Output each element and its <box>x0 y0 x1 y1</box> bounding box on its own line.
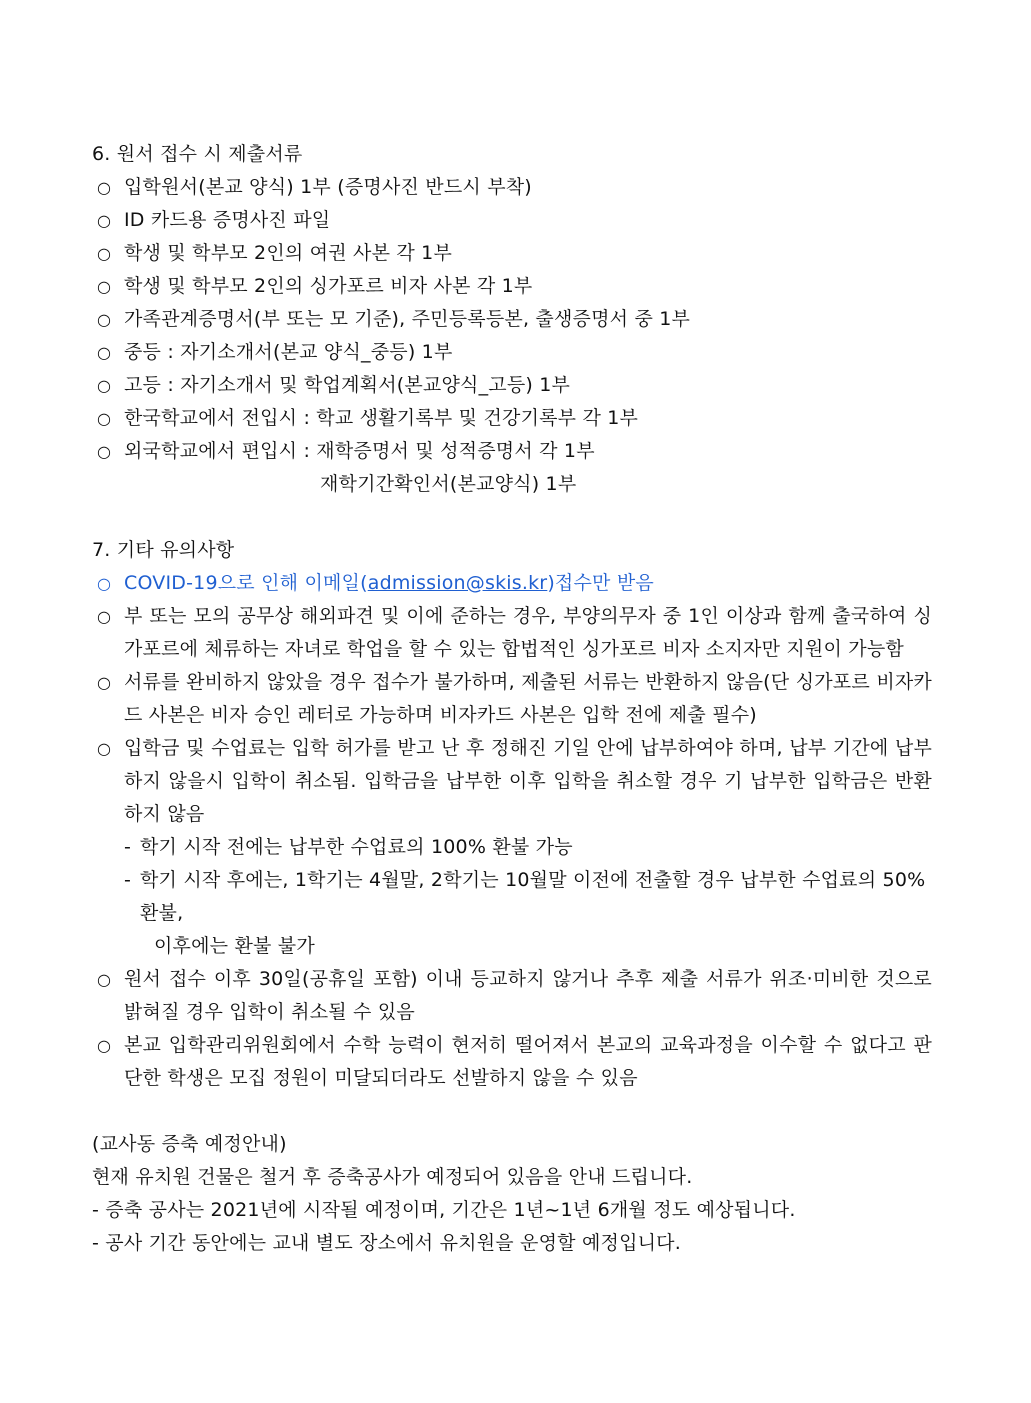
list-item-text: 중등 : 자기소개서(본교 양식_중등) 1부 <box>124 341 453 363</box>
bullet-circle-icon: ○ <box>97 1036 112 1055</box>
bullet-circle-icon: ○ <box>97 310 112 329</box>
notice-title: (교사동 증축 예정안내) <box>92 1133 287 1155</box>
list-item <box>92 171 932 204</box>
spacer <box>92 501 932 534</box>
covid-text-prefix: COVID-19으로 인해 이메일( <box>124 572 368 594</box>
list-item-covid-notice <box>92 567 932 600</box>
bullet-circle-icon: ○ <box>97 376 112 395</box>
list-item <box>92 732 932 831</box>
list-item-text: 서류를 완비하지 않았을 경우 접수가 불가하며, 제출된 서류는 반환하지 않음(단 싱가포르 비자카드 사본은 비자 승인 레터로 가능하며 비자카드 사본은 입학 전에 제출 필수) <box>124 671 932 726</box>
bullet-circle-icon: ○ <box>97 442 112 461</box>
list-item-text: ID 카드용 증명사진 파일 <box>124 209 331 231</box>
bullet-circle-icon: ○ <box>97 343 112 362</box>
list-item <box>92 303 932 336</box>
bullet-circle-icon: ○ <box>97 244 112 263</box>
section-7-title: 7. 기타 유의사항 <box>92 539 235 561</box>
sub-list-item <box>92 831 932 864</box>
sub-list-item-text: 학기 시작 후에는, 1학기는 4월말, 2학기는 10월말 이전에 전출할 경우 납부한 수업료의 50% 환불, <box>140 869 926 924</box>
list-item-text: 부 또는 모의 공무상 해외파견 및 이에 준하는 경우, 부양의무자 중 1인 이상과 함께 출국하여 싱가포르에 체류하는 자녀로 학업을 할 수 있는 합법적인 싱가포르 비자 소지자만 지원이 가능함 <box>124 605 932 660</box>
document-page <box>92 138 932 1260</box>
section-6-title: 6. 원서 접수 시 제출서류 <box>92 143 303 165</box>
bullet-circle-icon: ○ <box>97 409 112 428</box>
bullet-circle-icon: ○ <box>97 970 112 989</box>
list-item-text: 외국학교에서 편입시 : 재학증명서 및 성적증명서 각 1부 <box>124 440 595 462</box>
list-item-text: 본교 입학관리위원회에서 수학 능력이 현저히 떨어져서 본교의 교육과정을 이수할 수 없다고 판단한 학생은 모집 정원이 미달되더라도 선발하지 않을 수 있음 <box>124 1034 932 1089</box>
list-item <box>92 336 932 369</box>
notice-line: - 공사 기간 동안에는 교내 별도 장소에서 유치원을 운영할 예정입니다. <box>92 1232 681 1254</box>
list-item-text: 입학원서(본교 양식) 1부 (증명사진 반드시 부착) <box>124 176 532 198</box>
list-item <box>92 963 932 1029</box>
bullet-circle-icon: ○ <box>97 607 112 626</box>
spacer <box>92 1095 932 1128</box>
list-item <box>92 1029 932 1095</box>
list-item <box>92 237 932 270</box>
dash-icon: - <box>124 869 132 891</box>
bullet-circle-icon: ○ <box>97 277 112 296</box>
list-item <box>92 600 932 666</box>
list-item <box>92 369 932 402</box>
list-item-text: 원서 접수 이후 30일(공휴일 포함) 이내 등교하지 않거나 추후 제출 서류가 위조·미비한 것으로 밝혀질 경우 입학이 취소될 수 있음 <box>124 968 932 1023</box>
email-link[interactable]: admission@skis.kr <box>367 572 548 594</box>
list-item <box>92 402 932 435</box>
sub-list-item-text: 학기 시작 전에는 납부한 수업료의 100% 환불 가능 <box>140 836 573 858</box>
bullet-circle-icon: ○ <box>97 673 112 692</box>
notice-line: - 증축 공사는 2021년에 시작될 예정이며, 기간은 1년~1년 6개월 정도 예상됩니다. <box>92 1199 796 1221</box>
dash-icon: - <box>124 836 132 858</box>
list-item-text: 학생 및 학부모 2인의 여권 사본 각 1부 <box>124 242 453 264</box>
sub-list-item-continuation: 이후에는 환불 불가 <box>154 935 315 957</box>
bullet-circle-icon: ○ <box>97 211 112 230</box>
list-item-text: 입학금 및 수업료는 입학 허가를 받고 난 후 정해진 기일 안에 납부하여야 하며, 납부 기간에 납부하지 않을시 입학이 취소됨. 입학금을 납부한 이후 입학을 취소할 경우 기 납부한 입학금은 반환하지 않음 <box>124 737 932 825</box>
bullet-circle-icon: ○ <box>97 574 112 593</box>
list-item <box>92 666 932 732</box>
list-item-text: 고등 : 자기소개서 및 학업계획서(본교양식_고등) 1부 <box>124 374 571 396</box>
list-item <box>92 435 932 468</box>
sub-list-item <box>92 864 932 963</box>
bullet-circle-icon: ○ <box>97 739 112 758</box>
bullet-circle-icon: ○ <box>97 178 112 197</box>
notice-intro: 현재 유치원 건물은 철거 후 증축공사가 예정되어 있음을 안내 드립니다. <box>92 1166 693 1188</box>
list-item-text: 학생 및 학부모 2인의 싱가포르 비자 사본 각 1부 <box>124 275 533 297</box>
list-item <box>92 270 932 303</box>
list-item-text: 가족관계증명서(부 또는 모 기준), 주민등록등본, 출생증명서 중 1부 <box>124 308 691 330</box>
list-item-text: 한국학교에서 전입시 : 학교 생활기록부 및 건강기록부 각 1부 <box>124 407 639 429</box>
covid-text-suffix: )접수만 받음 <box>547 572 654 594</box>
list-item <box>92 204 932 237</box>
list-item-continuation: 재학기간확인서(본교양식) 1부 <box>320 473 577 495</box>
